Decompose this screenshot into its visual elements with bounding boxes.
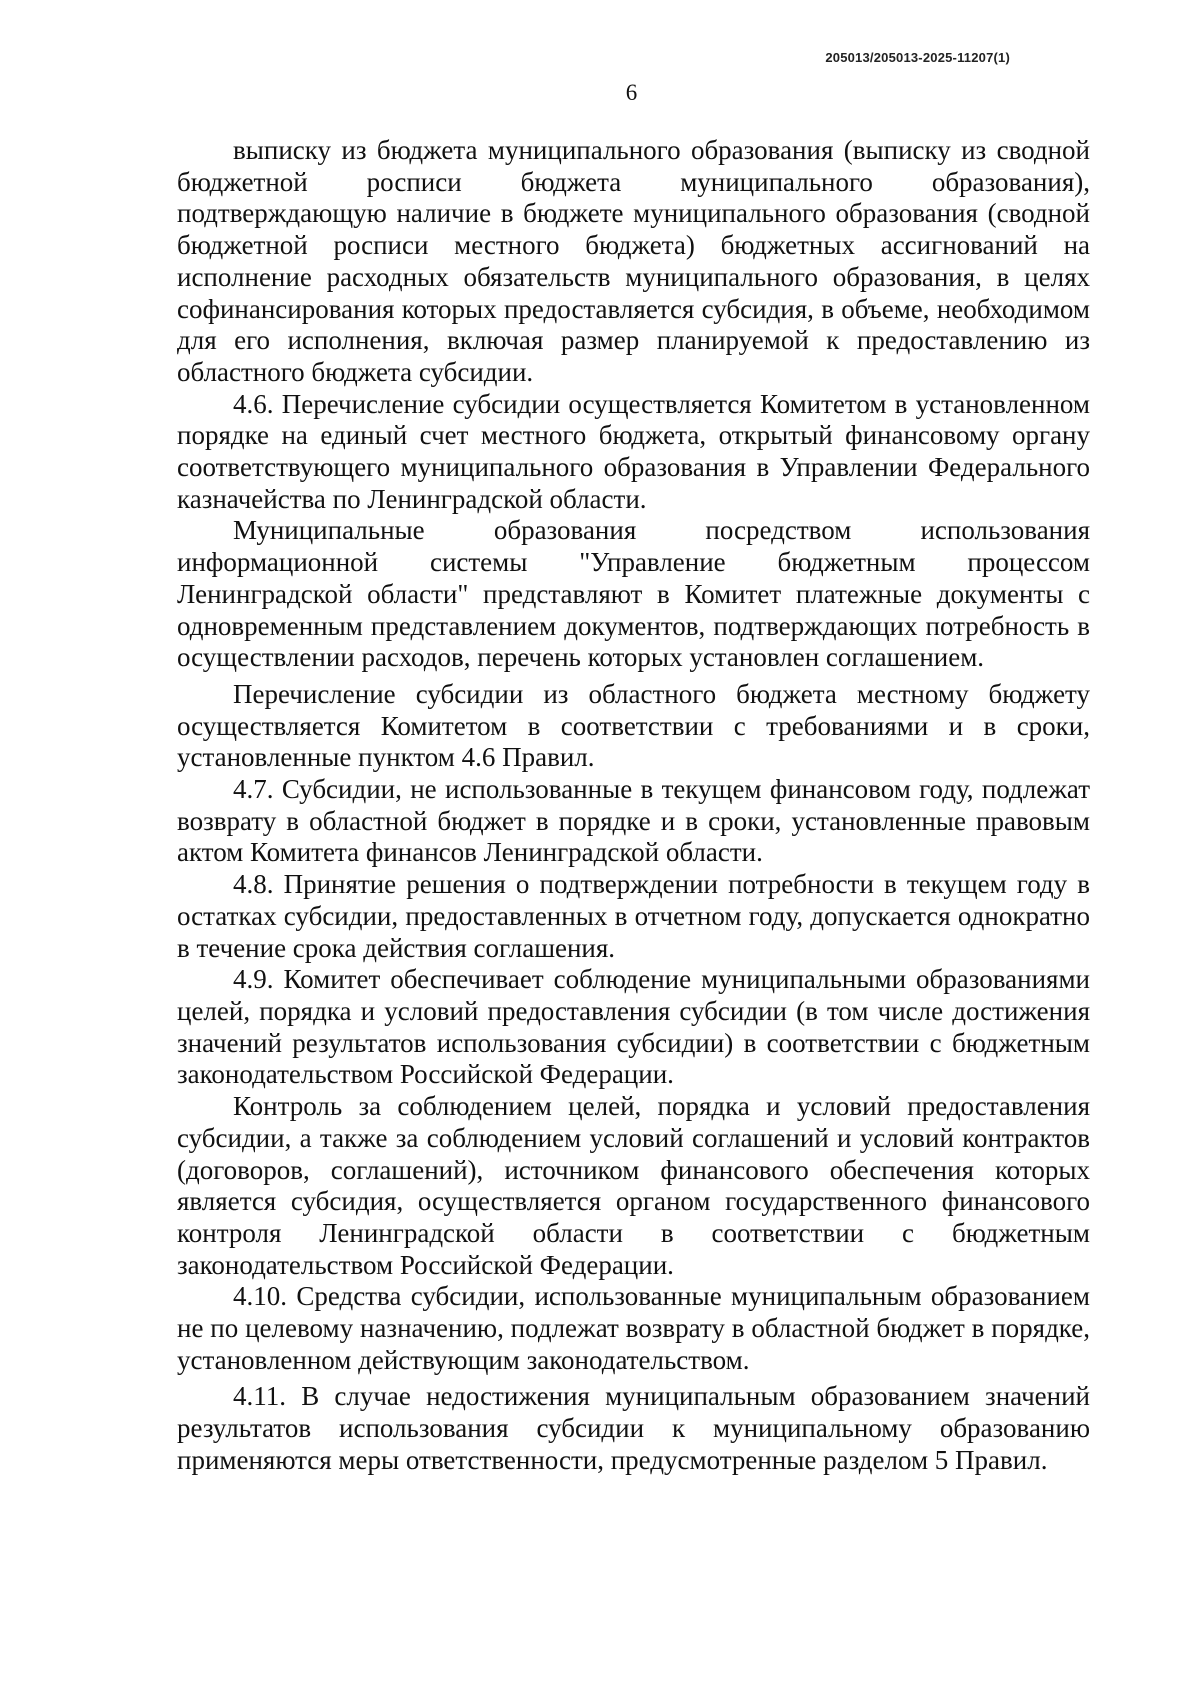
paragraph-4-6: 4.6. Перечисление субсидии осуществляется Комитетом в установленном порядке на единый счет местного бюджета, открытый финансовому органу соответствующего муниципального образования в Управлении Федерального казначейства по Ленинградской области. [177, 388, 1090, 514]
paragraph-extract-requirement: выписку из бюджета муниципального образования (выписку из сводной бюджетной росписи бюджета муниципального образования), подтверждающую наличие в бюджете муниципального образования (сводной бюджетной росписи местного бюджета) бюджетных ассигнований на исполнение расходных обязательств муниципального образования, в целях софинансирования которых предоставляется субсидия, в объеме, необходимом для его исполнения, включая размер планируемой к предоставлению из областного бюджета субсидии. [177, 135, 1090, 387]
paragraph-payment-documents: Муниципальные образования посредством использования информационной системы "Управление бюджетным процессом Ленинградской области" представляют в Комитет платежные документы с одновременным представлением документов, подтверждающих потребность в осуществлении расходов, перечень которых установлен соглашением. [177, 515, 1090, 673]
paragraph-transfer-terms: Перечисление субсидии из областного бюджета местному бюджету осуществляется Комитетом в соответствии с требованиями и в сроки, установленные пунктом 4.6 Правил. [177, 678, 1090, 773]
paragraph-control: Контроль за соблюдением целей, порядка и условий предоставления субсидии, а также за соблюдением условий соглашений и условий контрактов (договоров, соглашений), источником финансового обеспечения которых является субсидия, осуществляется органом государственного финансового контроля Ленинградской области в соответствии с бюджетным законодательством Российской Федерации. [177, 1091, 1090, 1280]
document-id: 205013/205013-2025-11207(1) [825, 50, 1010, 65]
paragraph-4-9: 4.9. Комитет обеспечивает соблюдение муниципальными образованиями целей, порядка и условий предоставления субсидии (в том числе достижения значений результатов использования субсидии) в соответствии с бюджетным законодательством Российской Федерации. [177, 964, 1090, 1090]
paragraph-4-11: 4.11. В случае недостижения муниципальным образованием значений результатов использования субсидии к муниципальному образованию применяются меры ответственности, предусмотренные разделом 5 Правил. [177, 1381, 1090, 1475]
paragraph-4-8: 4.8. Принятие решения о подтверждении потребности в текущем году в остатках субсидии, предоставленных в отчетном году, допускается однократно в течение срока действия соглашения. [177, 869, 1090, 963]
paragraph-4-7: 4.7. Субсидии, не использованные в текущем финансовом году, подлежат возврату в областной бюджет в порядке и в сроки, установленные правовым актом Комитета финансов Ленинградской области. [177, 774, 1090, 868]
document-body [177, 135, 1090, 1477]
paragraph-4-10: 4.10. Средства субсидии, использованные муниципальным образованием не по целевому назначению, подлежат возврату в областной бюджет в порядке, установленном действующим законодательством. [177, 1281, 1090, 1375]
page-number: 6 [625, 80, 638, 105]
